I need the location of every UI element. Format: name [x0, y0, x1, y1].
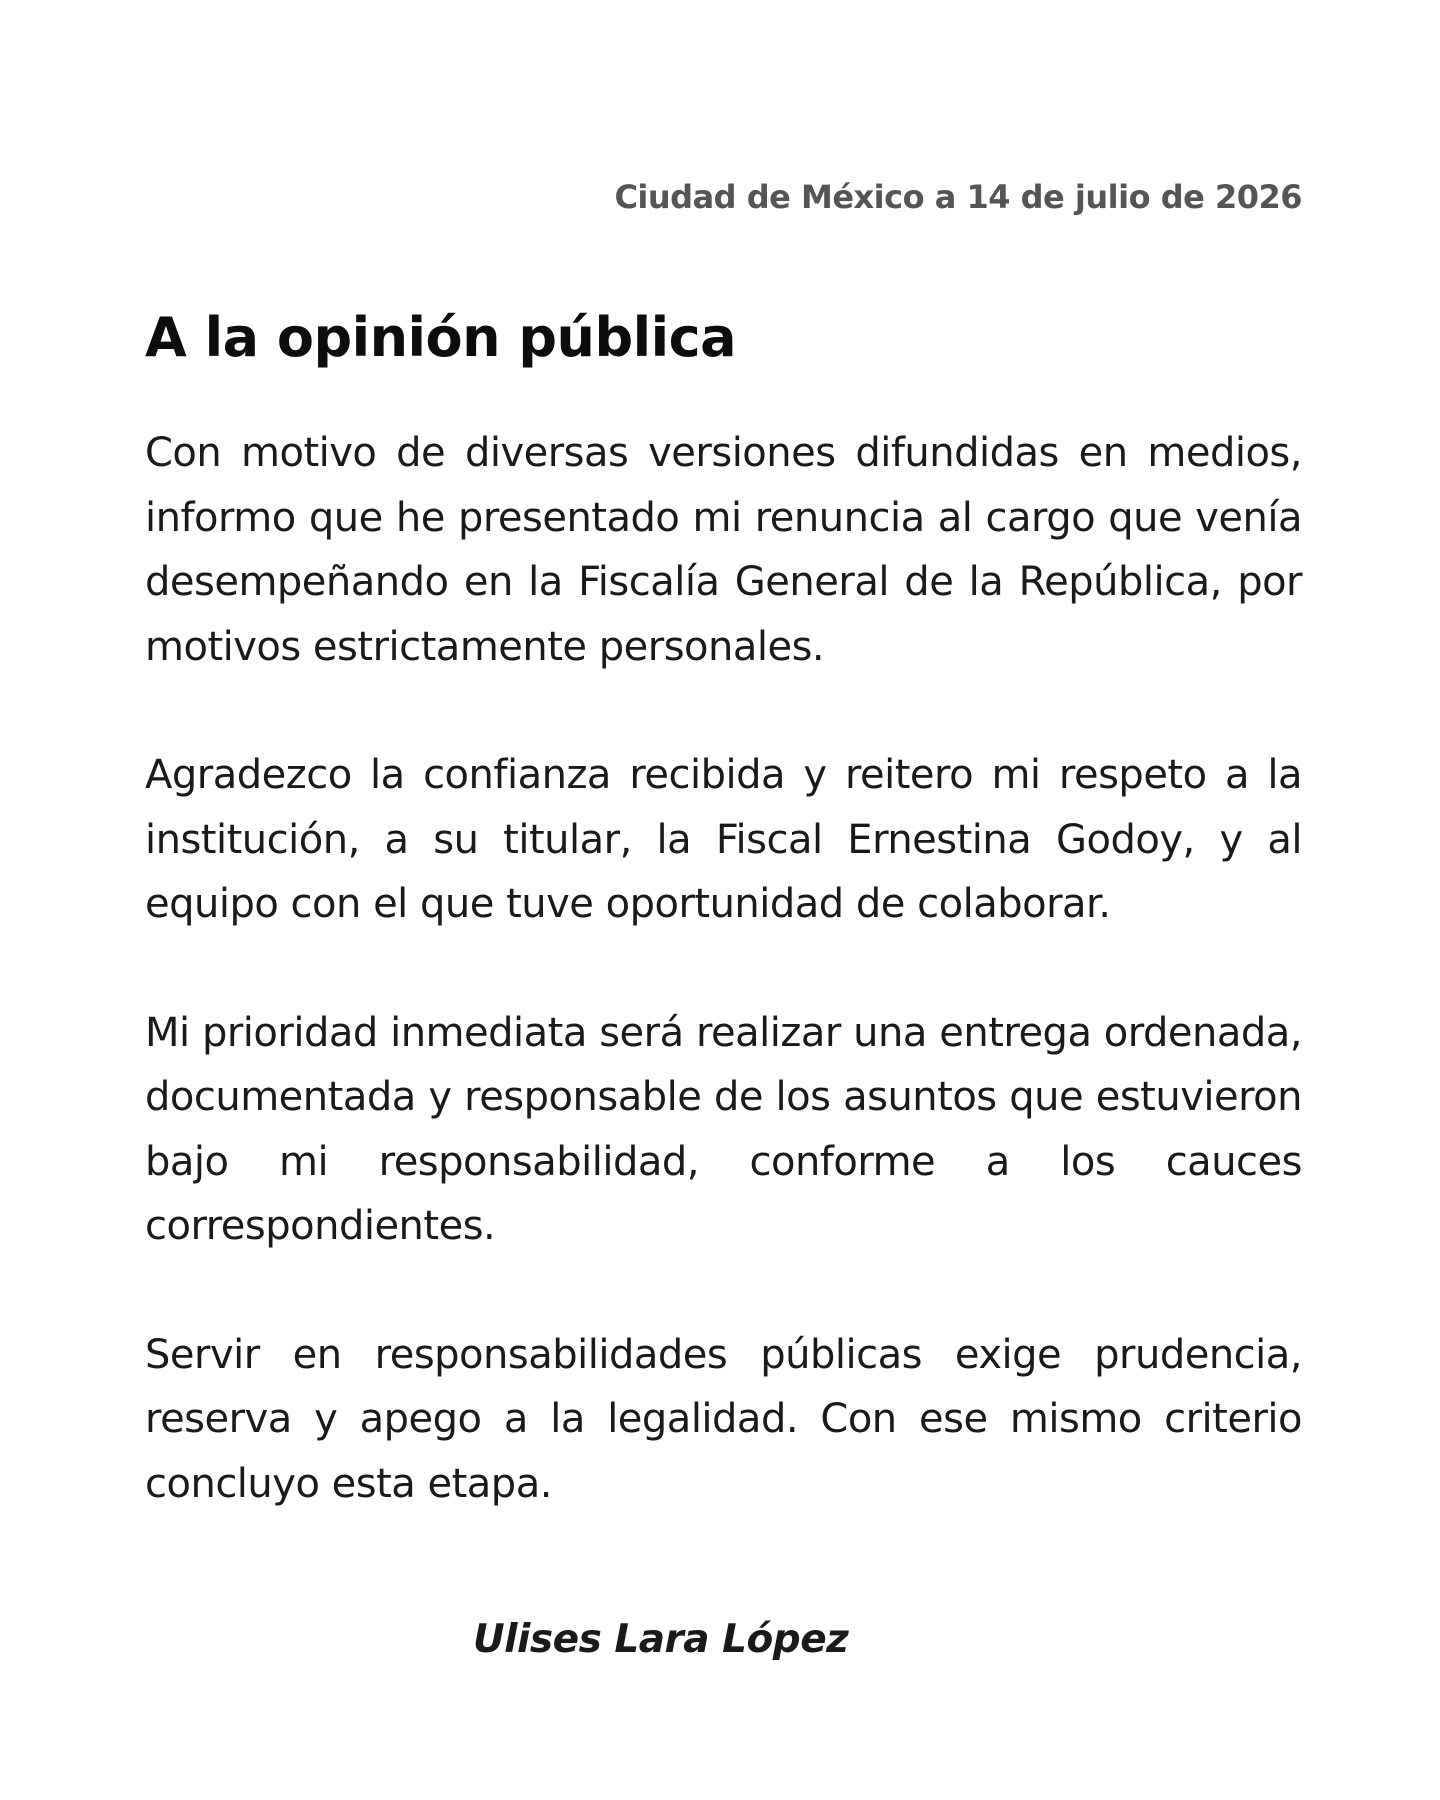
signature-name: Ulises Lara López — [473, 1617, 849, 1662]
paragraph-handover: Mi prioridad inmediata será realizar una entrega ordenada, documentada y responsable de los asuntos que estuvieron bajo mi responsabilidad, conforme a los cauces correspondientes. — [145, 1009, 1302, 1249]
letter-page — [145, 0, 1302, 1800]
paragraph-closing: Servir en responsabilidades públicas exige prudencia, reserva y apego a la legalidad. Con ese mismo criterio concluyo esta etapa. — [145, 1331, 1302, 1507]
letter-body — [145, 421, 1302, 1516]
place-date: Ciudad de México a 14 de julio de 2026 — [614, 178, 1302, 216]
letter-heading: A la opinión pública — [145, 306, 737, 369]
paragraph-resignation: Con motivo de diversas versiones difundidas en medios, informo que he presentado mi renuncia al cargo que venía desempeñando en la Fiscalía General de la República, por motivos estrictamente personales. — [145, 430, 1302, 670]
paragraph-gratitude: Agradezco la confianza recibida y reitero mi respeto a la institución, a su titular, la Fiscal Ernestina Godoy, y al equipo con el que tuve oportunidad de colaborar. — [145, 752, 1302, 927]
